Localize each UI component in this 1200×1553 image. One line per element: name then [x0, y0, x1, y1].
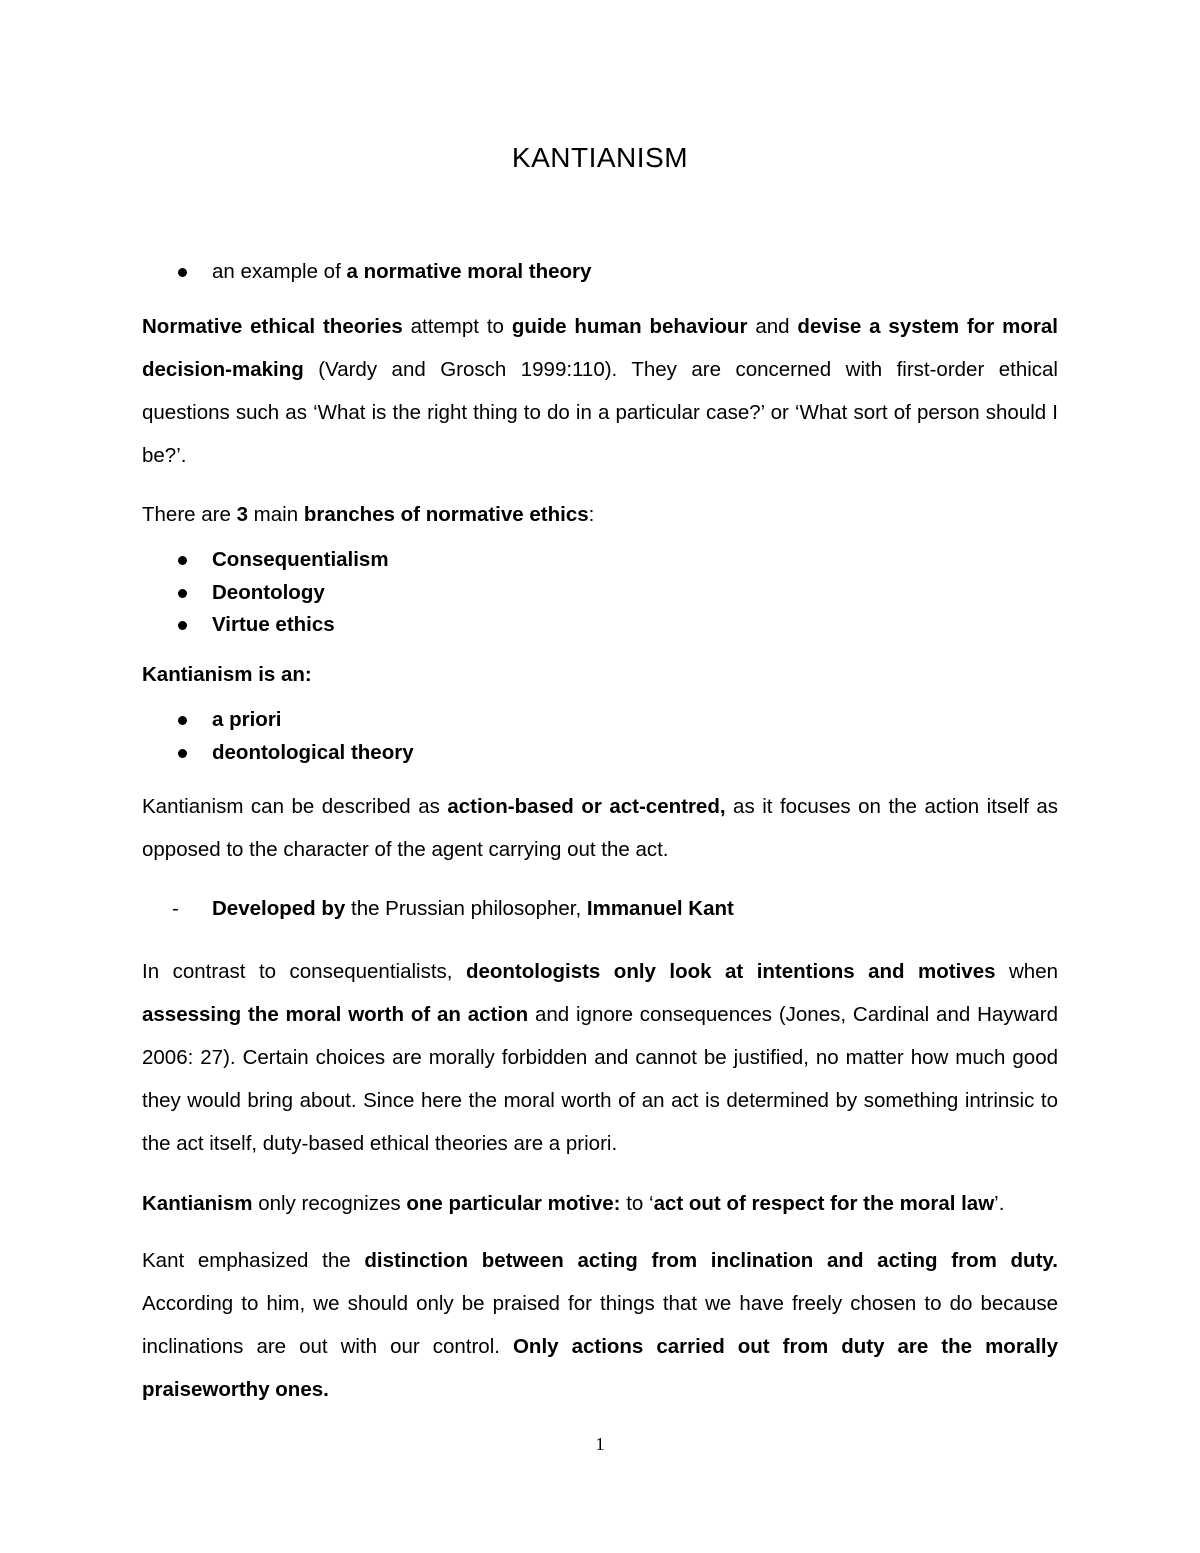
page-title: KANTIANISM — [511, 142, 689, 173]
p6-bold-3: act out of respect for the moral law — [653, 1192, 995, 1215]
paragraph-normative — [142, 305, 1058, 477]
p1-bold-2: guide human behaviour — [511, 315, 748, 338]
p2-text-3: : — [588, 503, 595, 526]
p6-text-1: only recognizes — [252, 1192, 407, 1215]
p2-text-2: main — [247, 503, 304, 526]
p1-text-1: attempt to — [402, 315, 512, 338]
paragraph-action-based — [142, 785, 1058, 871]
list-item: a priori — [142, 704, 1058, 737]
paragraph-deontologists — [142, 950, 1058, 1165]
dash-text-1: the Prussian philosopher, — [345, 897, 587, 920]
p7-bold-2: Only actions carried out from duty are the morally praiseworthy ones. — [142, 1335, 1058, 1401]
p6-bold-1: Kantianism — [142, 1192, 253, 1215]
p6-text-2: to ‘ — [620, 1192, 654, 1215]
p5-text-1: In contrast to consequentialists, — [142, 960, 466, 983]
p2-bold-2: branches of normative ethics — [303, 503, 589, 526]
paragraph-one-motive — [142, 1182, 1058, 1225]
p5-text-3: and ignore consequences (Jones, Cardinal and Hayward 2006: 27). Certain choices are morally forbidden and cannot be justified, no matter how much good they would bring about. Since here the moral worth of an act is determined by something intrinsic to the act itself, duty-based ethical theories are a priori. — [142, 1003, 1058, 1155]
list-item: Deontology — [142, 577, 1058, 610]
dash-item-developed-by — [172, 893, 734, 925]
p6-bold-2: one particular motive: — [406, 1192, 621, 1215]
list-item: Virtue ethics — [142, 609, 1058, 642]
p3-text: Kantianism is an: — [142, 663, 312, 686]
paragraph-inclination-duty — [142, 1239, 1058, 1411]
p7-bold-1: distinction between acting from inclination and acting from duty. — [364, 1249, 1058, 1272]
page-number: 1 — [595, 1434, 605, 1454]
intro-bullet-list — [142, 256, 1058, 289]
kant-types-list — [142, 704, 1058, 769]
p2-bold-1: 3 — [236, 503, 248, 526]
intro-bold: a normative moral theory — [346, 260, 592, 283]
dash-bold-1: Developed by — [212, 897, 346, 920]
branches-list — [142, 544, 1058, 642]
p1-bold-1: Normative ethical theories — [142, 315, 403, 338]
p7-text-2: According to him, we should only be praised for things that we have freely chosen to do because inclinations are out with our control. — [142, 1292, 1058, 1358]
list-item: deontological theory — [142, 737, 1058, 770]
p5-bold-2: assessing the moral worth of an action — [142, 1003, 529, 1026]
list-item — [142, 256, 1058, 289]
p2-text-1: There are — [142, 503, 237, 526]
intro-plain: an example of — [212, 260, 347, 283]
dash-marker: - — [172, 897, 179, 920]
p5-text-2: when — [995, 960, 1058, 983]
p5-bold-1: deontologists only look at intentions and motives — [465, 960, 996, 983]
list-item: Consequentialism — [142, 544, 1058, 577]
paragraph-kantianism-is — [142, 653, 1058, 696]
dash-bold-2: Immanuel Kant — [586, 897, 734, 920]
p1-text-3: (Vardy and Grosch 1999:110). They are concerned with first-order ethical questions such as ‘What is the right thing to do in a particular case?’ or ‘What sort of person should I be?’. — [142, 358, 1058, 467]
p1-text-2: and — [747, 315, 798, 338]
p1-bold-3: devise a system for moral decision-making — [142, 315, 1058, 381]
p6-text-3: ’. — [994, 1192, 1005, 1215]
p4-text-2: as it focuses on the action itself as opposed to the character of the agent carrying out the act. — [142, 795, 1059, 861]
p7-text-1: Kant emphasized the — [142, 1249, 365, 1272]
p4-text-1: Kantianism can be described as — [142, 795, 448, 818]
p4-bold-1: action-based or act-centred, — [447, 795, 726, 818]
paragraph-branches-intro — [142, 493, 1058, 536]
